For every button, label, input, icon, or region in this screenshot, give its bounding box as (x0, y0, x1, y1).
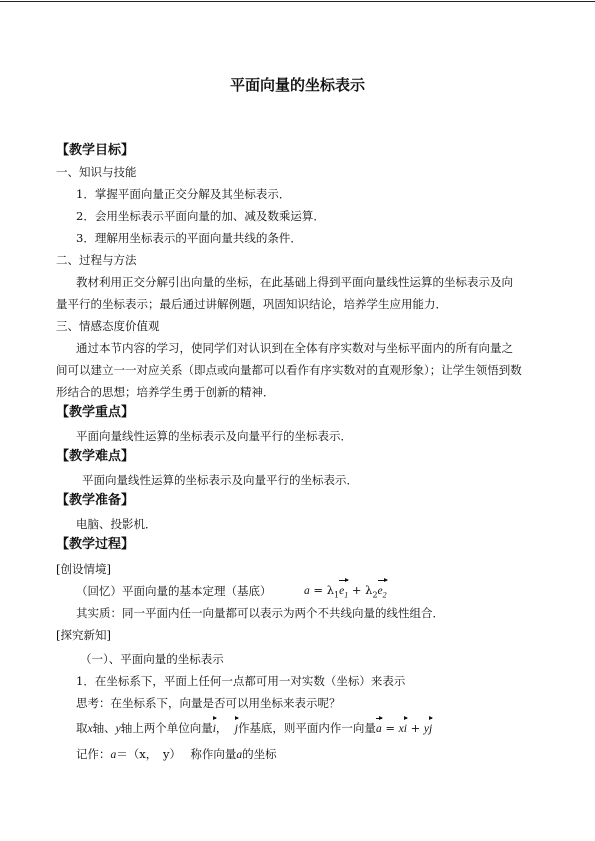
record-line (76, 746, 277, 763)
coef-x: x (398, 723, 404, 735)
formula-e2: e (377, 585, 383, 597)
take-text-2: 轴、 (92, 721, 116, 735)
take-text-5: 作基底，则平面内作一向量 (237, 721, 376, 735)
record-text-2: ＝（x， y） 称作向量 (116, 747, 237, 761)
take-text-4: ， (215, 721, 228, 735)
knowledge-item-1: 1．掌握平面向量正交分解及其坐标表示． (76, 187, 291, 201)
section-heading-objectives: 【教学目标】 (56, 143, 135, 158)
take-text-1: 取 (76, 721, 88, 735)
take-y: y (115, 723, 121, 735)
take-x: x (87, 723, 93, 735)
take-eq: = (381, 721, 399, 735)
recall-text: （回忆）平面向量的基本定理（基底） (76, 584, 272, 598)
vector-j: j (429, 718, 432, 737)
section-heading-difficulty: 【教学难点】 (56, 449, 135, 464)
formula-e1: e (339, 585, 345, 597)
think-text: 思考：在坐标系下，向量是否可以用坐标来表示呢？ (76, 696, 341, 710)
knowledge-item-2: 2．会用坐标表示平面向量的加、减及数乘运算． (76, 209, 325, 223)
process-method-heading: 二、过程与方法 (56, 253, 137, 267)
item1-text: 1．在坐标系下，平面上任何一点都可用一对实数（坐标）来表示 (76, 674, 406, 688)
formula-sub-1: 1 (334, 590, 340, 600)
prep-text: 电脑、投影机． (76, 517, 157, 531)
process-method-text-2: 量平行的坐标表示；最后通过讲解例题，巩固知识结论，培养学生应用能力． (56, 297, 447, 311)
formula-e1-sub: 1 (344, 590, 349, 600)
record-text-3: 的坐标 (242, 747, 277, 761)
focus-text: 平面向量线性运算的坐标表示及向量平行的坐标表示． (76, 429, 352, 443)
vector-i: i (404, 718, 407, 737)
formula-sub-2: 2 (372, 590, 378, 600)
top-rule (0, 1, 595, 2)
record-a-2: a (236, 749, 243, 761)
coef-y: y (423, 723, 430, 735)
section-heading-focus: 【教学重点】 (56, 405, 135, 420)
formula-vector-a: a (304, 585, 310, 597)
section-heading-process: 【教学过程】 (56, 537, 135, 552)
record-a: a (110, 749, 117, 761)
emotion-text-1: 通过本节内容的学习，使同学们对认识到在全体有序实数对与坐标平面内的所有向量之 (76, 341, 513, 355)
basis-formula (304, 580, 387, 603)
formula-lambda-2: + λ (348, 583, 373, 597)
formula-lambda-1: = λ (309, 583, 334, 597)
section-heading-prep: 【教学准备】 (56, 493, 135, 508)
essence-text: 其实质：同一平面内任一向量都可以表示为两个不共线向量的线性组合． (76, 606, 444, 620)
unit-vector-line (76, 718, 432, 737)
take-text-3: 轴上两个单位向量 (120, 721, 213, 735)
take-plus: + (406, 721, 424, 735)
situation-label: [创设情境] (56, 562, 111, 576)
emotion-text-3: 形结合的思想；培养学生勇于创新的精神． (56, 385, 275, 399)
process-method-text-1: 教材利用正交分解引出向量的坐标，在此基础上得到平面向量线性运算的坐标表示及向 (76, 275, 513, 289)
emotion-heading: 三、情感态度价值观 (56, 319, 160, 333)
knowledge-heading: 一、知识与技能 (56, 165, 137, 179)
record-text-1: 记作： (76, 747, 111, 761)
unit-vector-i: i (213, 718, 216, 737)
difficulty-text: 平面向量线性运算的坐标表示及向量平行的坐标表示． (82, 473, 358, 487)
formula-e2-vector (378, 580, 387, 603)
knowledge-item-3: 3．理解用坐标表示的平面向量共线的条件． (76, 231, 302, 245)
vector-a: a (376, 718, 382, 737)
formula-e2-sub: 2 (382, 590, 387, 600)
unit-vector-j: j (235, 718, 238, 737)
emotion-text-2: 间可以建立一一对应关系（即点或向量都可以看作有序实数对的直观形象）；让学生领悟到数 (56, 363, 522, 377)
explore-label: [探究新知] (56, 628, 111, 642)
formula-e1-vector (339, 580, 348, 603)
page-title: 平面向量的坐标表示 (229, 76, 365, 94)
part1-heading: （一）、平面向量的坐标表示 (80, 652, 224, 666)
